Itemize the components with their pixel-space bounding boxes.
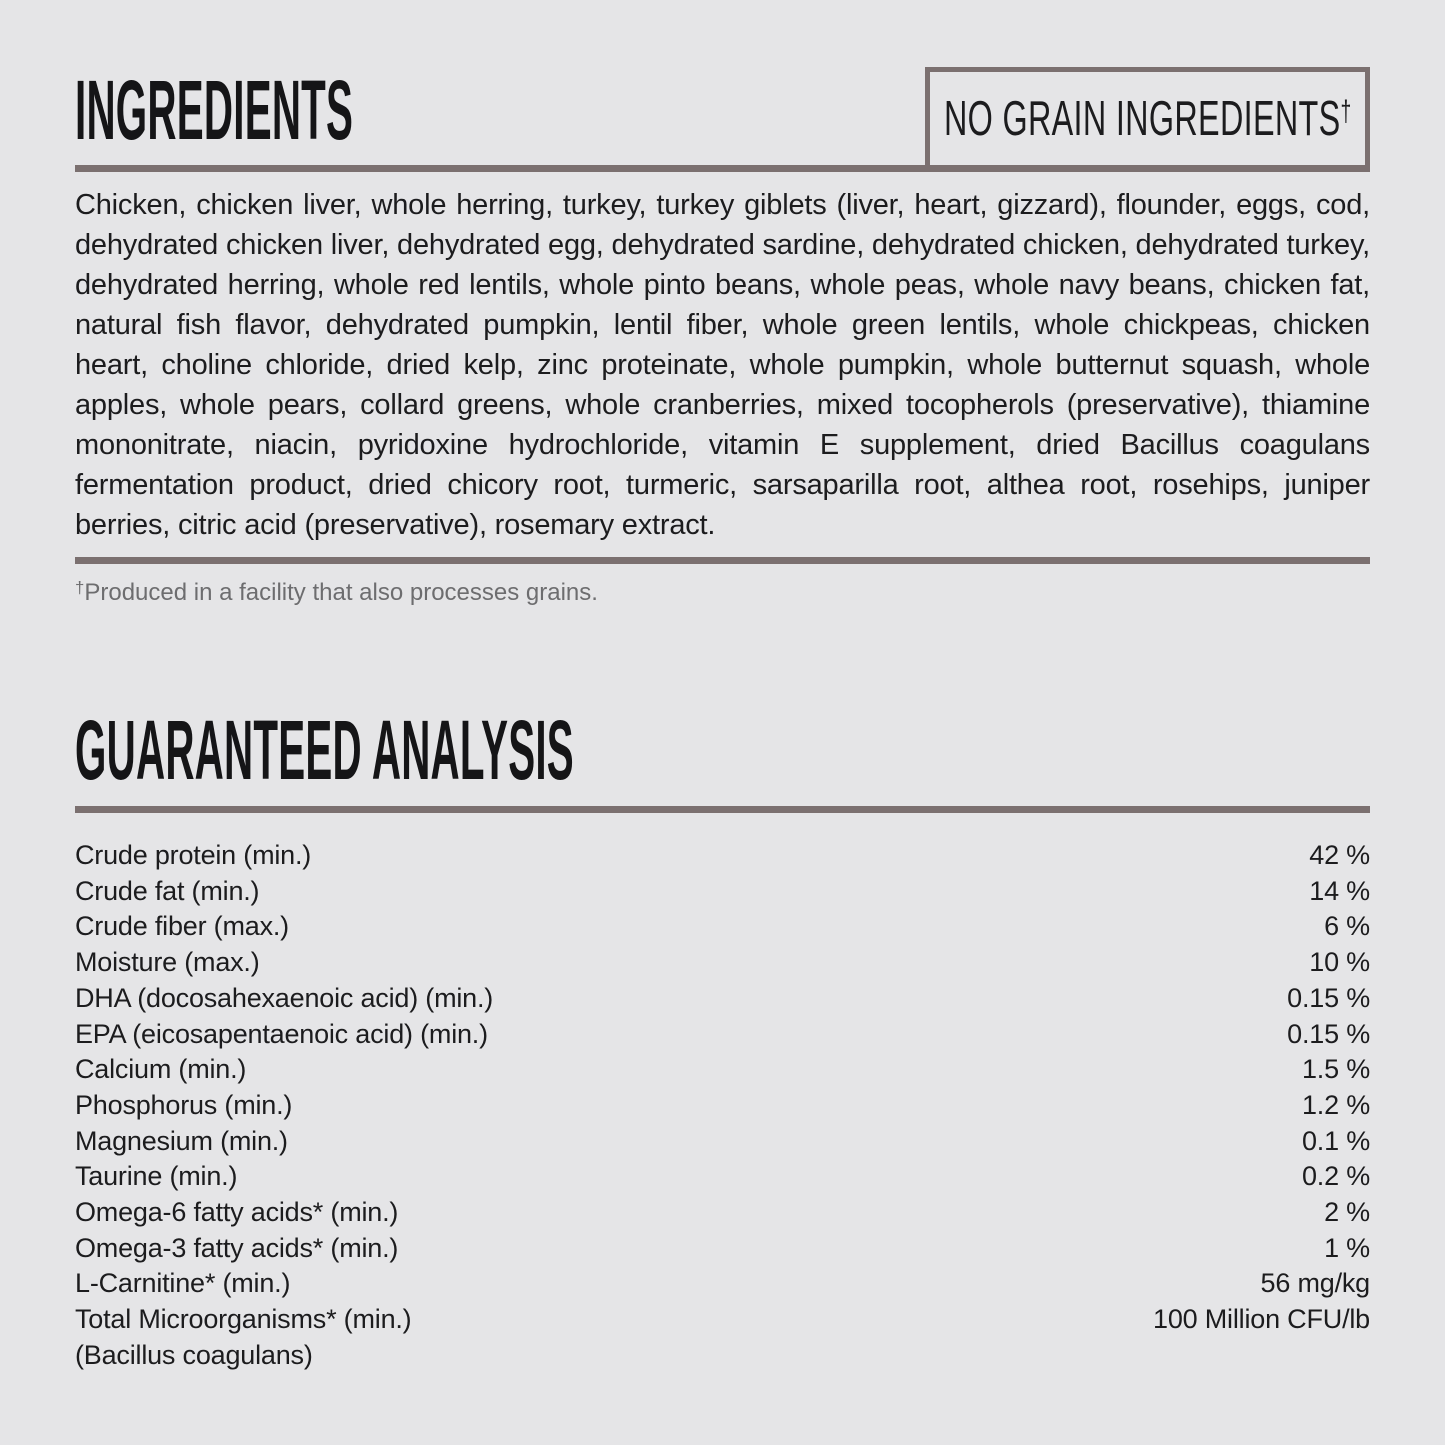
ingredients-header: [75, 60, 1370, 172]
analysis-row-label: Omega-6 fatty acids* (min.): [75, 1197, 399, 1228]
guaranteed-analysis-header: [75, 703, 1370, 797]
analysis-row-label: Total Microorganisms* (min.): [75, 1304, 412, 1335]
no-grain-badge-dagger: †: [1340, 94, 1352, 128]
analysis-row: [75, 1159, 1370, 1195]
analysis-row-label: Crude fiber (max.): [75, 911, 289, 942]
analysis-row: [75, 838, 1370, 874]
analysis-row-label: (Bacillus coagulans): [75, 1339, 313, 1370]
analysis-row-label: Moisture (max.): [75, 947, 260, 978]
footnote-dagger: †: [75, 578, 85, 597]
no-grain-badge-label: NO GRAIN INGREDIENTS: [943, 91, 1341, 146]
analysis-row: [75, 945, 1370, 981]
analysis-row-value: 100 Million CFU/lb: [1153, 1304, 1370, 1335]
analysis-row-label: EPA (eicosapentaenoic acid) (min.): [75, 1018, 488, 1049]
analysis-row: [75, 1124, 1370, 1160]
analysis-row-label: Phosphorus (min.): [75, 1089, 293, 1120]
analysis-row: [75, 1302, 1370, 1338]
analysis-row: [75, 1231, 1370, 1267]
guaranteed-analysis-title: GUARANTEED ANALYSIS: [75, 703, 574, 797]
no-grain-badge-text: [944, 91, 1352, 147]
analysis-row: [75, 1052, 1370, 1088]
analysis-row: [75, 1338, 1370, 1374]
analysis-row-value: 14 %: [1309, 875, 1370, 906]
analysis-row-value: 2 %: [1324, 1197, 1370, 1228]
analysis-row-label: Crude fat (min.): [75, 875, 260, 906]
guaranteed-analysis-table: [75, 838, 1370, 1374]
analysis-row: [75, 909, 1370, 945]
analysis-row-value: 0.15 %: [1287, 1018, 1370, 1049]
analysis-row-label: Crude protein (min.): [75, 840, 312, 870]
analysis-row-value: 42 %: [1309, 840, 1370, 870]
divider-rule: [75, 557, 1370, 564]
analysis-row-label: Omega-3 fatty acids* (min.): [75, 1232, 399, 1263]
analysis-row: [75, 1088, 1370, 1124]
analysis-row: [75, 981, 1370, 1017]
divider-rule: [75, 806, 1370, 813]
analysis-row: [75, 1017, 1370, 1053]
no-grain-badge: [925, 67, 1370, 165]
analysis-row-label: DHA (docosahexaenoic acid) (min.): [75, 982, 494, 1013]
analysis-row-value: 1.2 %: [1301, 1089, 1370, 1120]
analysis-row-value: 10 %: [1309, 947, 1370, 978]
analysis-row-value: 0.2 %: [1301, 1161, 1370, 1192]
analysis-row-value: 1 %: [1324, 1232, 1370, 1263]
ingredients-list-text: Chicken, chicken liver, whole herring, turkey, turkey giblets (liver, heart, gizzard), flounder, eggs, cod, dehydrated chicken liver, dehydrated egg, dehydrated sardine, dehydrated chicken, dehydrated turkey, dehydrated herring, whole red lentils, whole pinto beans, whole peas, whole navy beans, chicken fat, natural fish flavor, dehydrated pumpkin, lentil fiber, whole green lentils, whole chickpeas, chicken heart, choline chloride, dried kelp, zinc proteinate, whole pumpkin, whole butternut squash, whole apples, whole pears, collard greens, whole cranberries, mixed tocopherols (preservative), thiamine mononitrate, niacin, pyridoxine hydrochloride, vitamin E supplement, dried Bacillus coagulans fermentation product, dried chicory root, turmeric, sarsaparilla root, althea root, rosehips, juniper berries, citric acid (preservative), rosemary extract.: [75, 189, 1370, 541]
analysis-row-value: 6 %: [1324, 911, 1370, 942]
analysis-row-value: 0.1 %: [1301, 1125, 1370, 1156]
analysis-row-label: Magnesium (min.): [75, 1125, 288, 1156]
analysis-row-label: Taurine (min.): [75, 1161, 238, 1192]
analysis-row-value: 1.5 %: [1301, 1054, 1370, 1085]
analysis-row: [75, 874, 1370, 910]
analysis-row-label: Calcium (min.): [75, 1054, 247, 1085]
analysis-row-value: 0.15 %: [1287, 982, 1370, 1013]
footnote-text: Produced in a facility that also processes grains.: [84, 579, 598, 606]
grain-facility-footnote: [75, 573, 1370, 608]
analysis-row-label: L-Carnitine* (min.): [75, 1268, 291, 1299]
analysis-row-value: 56 mg/kg: [1260, 1268, 1370, 1299]
ingredients-title: INGREDIENTS: [75, 63, 354, 157]
analysis-row: [75, 1266, 1370, 1302]
analysis-row: [75, 1195, 1370, 1231]
